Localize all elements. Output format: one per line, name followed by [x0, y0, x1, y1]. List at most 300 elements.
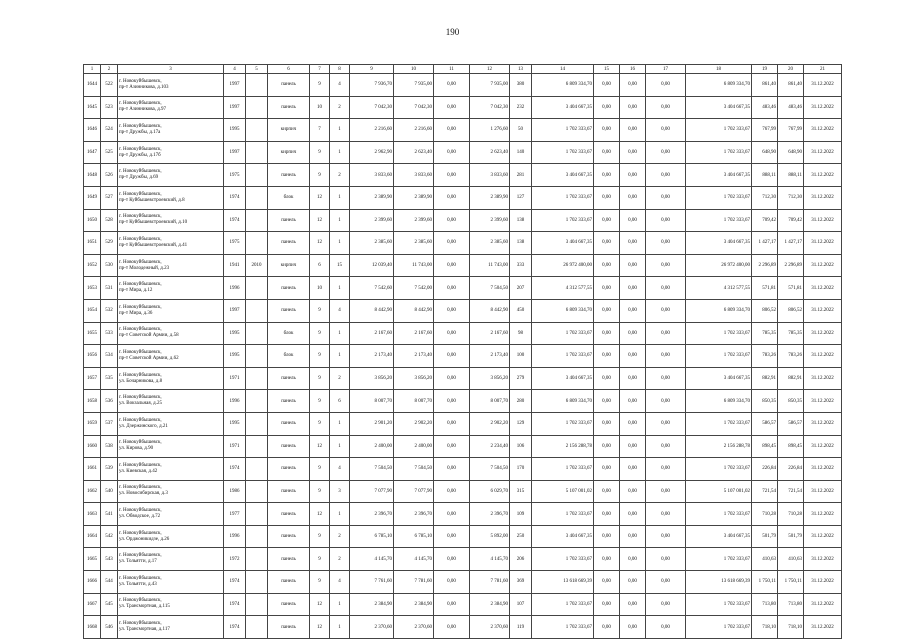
cell-date: 31.12.2022: [804, 571, 842, 594]
cell-fl: 9: [310, 322, 330, 345]
column-header: 13: [510, 65, 532, 74]
cell-a3: 0,00: [434, 525, 470, 548]
cell-date: 31.12.2022: [804, 186, 842, 209]
cell-a2: 2 399,60: [394, 209, 434, 232]
cell-u2: 767,99: [778, 119, 804, 142]
cell-year2: [246, 525, 268, 548]
cell-z1: 0,00: [594, 458, 620, 481]
cell-ent: 1: [330, 277, 350, 300]
cell-a3: 0,00: [434, 458, 470, 481]
address-city: г. Новокуйбышевск,: [119, 553, 162, 559]
table-row: [84, 186, 842, 209]
cell-cost2: 1 702 333,67: [686, 119, 752, 142]
cell-u2: 1 750,11: [778, 571, 804, 594]
address-street: ул. Кирова, д.90: [119, 446, 154, 452]
cell-date: 31.12.2022: [804, 435, 842, 458]
address-street: ул. Тольятти, д.17: [119, 559, 157, 565]
cell-z1: 0,00: [594, 548, 620, 571]
cell-n: 1661: [84, 458, 101, 481]
page-number: 190: [445, 27, 460, 37]
address-cell: [118, 254, 224, 277]
address-cell: [118, 74, 224, 97]
cell-date: 31.12.2022: [804, 503, 842, 526]
cell-pop: 280: [510, 390, 532, 413]
cell-id: 538: [101, 435, 118, 458]
cell-n: 1655: [84, 322, 101, 345]
cell-cost2: 1 702 333,67: [686, 593, 752, 616]
address-city: г. Новокуйбышевск,: [119, 282, 162, 288]
address-street: пр-т Мира, д.36: [119, 310, 153, 316]
cell-z1: 0,00: [594, 571, 620, 594]
cell-fl: 9: [310, 480, 330, 503]
cell-year2: [246, 74, 268, 97]
cell-z2: 0,00: [620, 593, 646, 616]
cell-z1: 0,00: [594, 525, 620, 548]
cell-a3: 0,00: [434, 209, 470, 232]
cell-z2: 0,00: [620, 345, 646, 368]
address-street: пр-т Куйбышевстроевский, д.10: [119, 220, 188, 226]
cell-mat: кирпич: [268, 141, 310, 164]
cell-n: 1648: [84, 164, 101, 187]
cell-z3: 0,00: [646, 96, 686, 119]
cell-mat: панель: [268, 525, 310, 548]
address-cell: [118, 435, 224, 458]
cell-cost2: 1 702 333,67: [686, 548, 752, 571]
column-header: 7: [310, 65, 330, 74]
table-row: [84, 616, 842, 639]
cell-pop: 170: [510, 458, 532, 481]
cell-a3: 0,00: [434, 390, 470, 413]
cell-cost2: 3 404 667,35: [686, 96, 752, 119]
cell-cost2: 3 404 667,35: [686, 525, 752, 548]
cell-cost: 1 702 333,67: [532, 141, 594, 164]
cell-u2: 898,45: [778, 435, 804, 458]
cell-ent: 1: [330, 186, 350, 209]
cell-u2: 712,30: [778, 186, 804, 209]
cell-year: 1996: [224, 277, 246, 300]
cell-cost: 13 618 669,39: [532, 571, 594, 594]
cell-date: 31.12.2022: [804, 232, 842, 255]
column-header: 1: [84, 65, 101, 74]
column-header: 2: [101, 65, 118, 74]
address-cell: [118, 96, 224, 119]
cell-n: 1658: [84, 390, 101, 413]
cell-z3: 0,00: [646, 571, 686, 594]
cell-z1: 0,00: [594, 480, 620, 503]
cell-z3: 0,00: [646, 367, 686, 390]
cell-a4: 1 276,60: [470, 119, 510, 142]
address-cell: [118, 141, 224, 164]
cell-z2: 0,00: [620, 209, 646, 232]
table-row: [84, 548, 842, 571]
cell-a2: 2 384,90: [394, 593, 434, 616]
cell-mat: блок: [268, 186, 310, 209]
address-street: ул. Бочарникова, д.8: [119, 378, 163, 384]
cell-mat: панель: [268, 435, 310, 458]
cell-fl: 9: [310, 458, 330, 481]
cell-cost2: 1 702 333,67: [686, 458, 752, 481]
cell-date: 31.12.2022: [804, 458, 842, 481]
cell-a1: 12 039,40: [350, 254, 394, 277]
cell-z2: 0,00: [620, 525, 646, 548]
cell-u1: 806,52: [752, 299, 778, 322]
address-cell: [118, 345, 224, 368]
table-row: [84, 299, 842, 322]
cell-n: 1647: [84, 141, 101, 164]
cell-year: 1986: [224, 480, 246, 503]
cell-mat: блок: [268, 345, 310, 368]
cell-year2: [246, 593, 268, 616]
cell-cost2: 13 618 669,39: [686, 571, 752, 594]
cell-a4: 2 385,60: [470, 232, 510, 255]
cell-u2: 501,79: [778, 525, 804, 548]
cell-fl: 9: [310, 141, 330, 164]
cell-year2: [246, 412, 268, 435]
cell-fl: 12: [310, 616, 330, 639]
cell-ent: 3: [330, 480, 350, 503]
cell-cost: 1 702 333,67: [532, 209, 594, 232]
address-cell: [118, 593, 224, 616]
address-cell: [118, 209, 224, 232]
cell-a3: 0,00: [434, 367, 470, 390]
cell-ent: 2: [330, 548, 350, 571]
cell-year2: [246, 345, 268, 368]
address-city: г. Новокуйбышевск,: [119, 485, 162, 491]
cell-n: 1650: [84, 209, 101, 232]
cell-z1: 0,00: [594, 164, 620, 187]
cell-pop: 98: [510, 322, 532, 345]
cell-date: 31.12.2022: [804, 616, 842, 639]
address-city: г. Новокуйбышевск,: [119, 440, 162, 446]
cell-z2: 0,00: [620, 322, 646, 345]
cell-u2: 648,90: [778, 141, 804, 164]
cell-z2: 0,00: [620, 390, 646, 413]
cell-u1: 1 427,17: [752, 232, 778, 255]
cell-mat: панель: [268, 593, 310, 616]
cell-a3: 0,00: [434, 277, 470, 300]
cell-z3: 0,00: [646, 548, 686, 571]
cell-a2: 2 623,40: [394, 141, 434, 164]
cell-u1: 721,54: [752, 480, 778, 503]
cell-fl: 12: [310, 186, 330, 209]
cell-mat: панель: [268, 232, 310, 255]
cell-a3: 0,00: [434, 593, 470, 616]
cell-cost: 3 404 667,35: [532, 96, 594, 119]
cell-a1: 2 396,70: [350, 503, 394, 526]
cell-cost: 1 702 333,67: [532, 593, 594, 616]
table-row: [84, 480, 842, 503]
cell-fl: 10: [310, 277, 330, 300]
cell-year: 1995: [224, 119, 246, 142]
cell-year: 1997: [224, 299, 246, 322]
address-city: г. Новокуйбышевск,: [119, 214, 162, 220]
cell-cost: 3 404 667,35: [532, 367, 594, 390]
cell-z3: 0,00: [646, 299, 686, 322]
cell-a1: 2 384,90: [350, 593, 394, 616]
cell-n: 1645: [84, 96, 101, 119]
column-header: 10: [394, 65, 434, 74]
cell-fl: 7: [310, 119, 330, 142]
cell-z2: 0,00: [620, 616, 646, 639]
cell-cost2: 6 809 334,70: [686, 74, 752, 97]
cell-z1: 0,00: [594, 119, 620, 142]
cell-pop: 380: [510, 74, 532, 97]
cell-u1: 882,91: [752, 367, 778, 390]
cell-year2: [246, 435, 268, 458]
cell-u1: 483,46: [752, 96, 778, 119]
cell-pop: 106: [510, 435, 532, 458]
cell-ent: 4: [330, 458, 350, 481]
cell-id: 542: [101, 525, 118, 548]
cell-a1: 2 901,20: [350, 412, 394, 435]
cell-pop: 232: [510, 96, 532, 119]
cell-z3: 0,00: [646, 435, 686, 458]
cell-a4: 2 370,60: [470, 616, 510, 639]
column-header: 17: [646, 65, 686, 74]
cell-a4: 5 892,00: [470, 525, 510, 548]
table-row: [84, 412, 842, 435]
cell-id: 522: [101, 74, 118, 97]
address-street: ул. Орджоникидзе, д.26: [119, 536, 170, 542]
cell-z2: 0,00: [620, 96, 646, 119]
cell-date: 31.12.2022: [804, 412, 842, 435]
cell-a4: 2 902,20: [470, 412, 510, 435]
cell-z1: 0,00: [594, 74, 620, 97]
cell-z2: 0,00: [620, 74, 646, 97]
cell-id: 524: [101, 119, 118, 142]
cell-z1: 0,00: [594, 367, 620, 390]
cell-u1: 571,81: [752, 277, 778, 300]
cell-a3: 0,00: [434, 119, 470, 142]
cell-u2: 806,52: [778, 299, 804, 322]
cell-year: 1996: [224, 390, 246, 413]
cell-z3: 0,00: [646, 593, 686, 616]
cell-n: 1667: [84, 593, 101, 616]
cell-year2: [246, 186, 268, 209]
table-row: [84, 503, 842, 526]
cell-id: 537: [101, 412, 118, 435]
cell-a3: 0,00: [434, 616, 470, 639]
cell-u2: 861,40: [778, 74, 804, 97]
cell-mat: панель: [268, 74, 310, 97]
cell-id: 527: [101, 186, 118, 209]
cell-year: 1974: [224, 458, 246, 481]
cell-z3: 0,00: [646, 254, 686, 277]
table-row: [84, 232, 842, 255]
cell-pop: 127: [510, 186, 532, 209]
cell-year2: [246, 299, 268, 322]
cell-date: 31.12.2022: [804, 119, 842, 142]
cell-n: 1646: [84, 119, 101, 142]
cell-a1: 4 145,70: [350, 548, 394, 571]
address-cell: [118, 412, 224, 435]
cell-fl: 12: [310, 593, 330, 616]
cell-u2: 721,54: [778, 480, 804, 503]
cell-cost: 6 809 334,70: [532, 74, 594, 97]
cell-u2: 1 427,17: [778, 232, 804, 255]
cell-year: 1997: [224, 141, 246, 164]
cell-u1: 850,35: [752, 390, 778, 413]
cell-cost2: 3 404 667,35: [686, 367, 752, 390]
cell-pop: 250: [510, 525, 532, 548]
table-row: [84, 390, 842, 413]
cell-z2: 0,00: [620, 164, 646, 187]
column-header: 9: [350, 65, 394, 74]
cell-z3: 0,00: [646, 119, 686, 142]
cell-fl: 9: [310, 367, 330, 390]
cell-u2: 571,81: [778, 277, 804, 300]
cell-fl: 6: [310, 254, 330, 277]
cell-id: 523: [101, 96, 118, 119]
cell-pop: 315: [510, 480, 532, 503]
cell-mat: панель: [268, 503, 310, 526]
cell-mat: панель: [268, 480, 310, 503]
address-street: ул. Вокзальная, д.25: [119, 401, 162, 407]
cell-year2: [246, 209, 268, 232]
cell-z2: 0,00: [620, 299, 646, 322]
cell-u1: 783,26: [752, 345, 778, 368]
cell-ent: 1: [330, 345, 350, 368]
cell-pop: 138: [510, 209, 532, 232]
cell-a1: 3 833,60: [350, 164, 394, 187]
cell-ent: 6: [330, 390, 350, 413]
cell-cost: 1 702 333,67: [532, 322, 594, 345]
cell-a3: 0,00: [434, 186, 470, 209]
column-header: 6: [268, 65, 310, 74]
cell-a2: 7 781,60: [394, 571, 434, 594]
cell-a1: 2 399,60: [350, 209, 394, 232]
cell-mat: кирпич: [268, 119, 310, 142]
address-street: пр-т Молодежный, д.23: [119, 265, 170, 271]
cell-a4: 3 856,20: [470, 367, 510, 390]
cell-year2: [246, 503, 268, 526]
cell-date: 31.12.2022: [804, 593, 842, 616]
cell-a2: 3 856,20: [394, 367, 434, 390]
cell-year: 1974: [224, 593, 246, 616]
cell-z3: 0,00: [646, 390, 686, 413]
column-header: 12: [470, 65, 510, 74]
cell-z2: 0,00: [620, 458, 646, 481]
cell-fl: 12: [310, 503, 330, 526]
address-cell: [118, 367, 224, 390]
cell-pop: 206: [510, 548, 532, 571]
cell-fl: 12: [310, 435, 330, 458]
address-cell: [118, 458, 224, 481]
cell-z2: 0,00: [620, 277, 646, 300]
address-street: пр-т Мира, д.12: [119, 288, 153, 294]
cell-a1: 2 173,40: [350, 345, 394, 368]
cell-z3: 0,00: [646, 186, 686, 209]
cell-id: 544: [101, 571, 118, 594]
cell-a1: 7 504,50: [350, 458, 394, 481]
address-city: г. Новокуйбышевск,: [119, 304, 162, 310]
cell-mat: панель: [268, 277, 310, 300]
cell-mat: панель: [268, 299, 310, 322]
cell-z3: 0,00: [646, 480, 686, 503]
cell-z3: 0,00: [646, 164, 686, 187]
cell-year: 1974: [224, 571, 246, 594]
cell-ent: 1: [330, 412, 350, 435]
cell-mat: панель: [268, 367, 310, 390]
cell-pop: 279: [510, 367, 532, 390]
address-city: г. Новокуйбышевск,: [119, 327, 162, 333]
cell-mat: панель: [268, 209, 310, 232]
cell-date: 31.12.2022: [804, 299, 842, 322]
address-street: пр-т Азинникова, д.97: [119, 107, 167, 113]
address-cell: [118, 277, 224, 300]
address-city: г. Новокуйбышевск,: [119, 146, 162, 152]
cell-n: 1656: [84, 345, 101, 368]
address-city: г. Новокуйбышевск,: [119, 417, 162, 423]
column-header: 15: [594, 65, 620, 74]
cell-u2: 586,57: [778, 412, 804, 435]
cell-z2: 0,00: [620, 141, 646, 164]
cell-mat: панель: [268, 616, 310, 639]
cell-a1: 8 007,70: [350, 390, 394, 413]
cell-u2: 783,26: [778, 345, 804, 368]
address-city: г. Новокуйбышевск,: [119, 78, 162, 84]
cell-mat: кирпич: [268, 254, 310, 277]
address-city: г. Новокуйбышевск,: [119, 530, 162, 536]
address-street: пр-т Азинникова, д.103: [119, 84, 169, 90]
cell-a1: 3 856,20: [350, 367, 394, 390]
cell-a3: 0,00: [434, 96, 470, 119]
table-row: [84, 254, 842, 277]
cell-date: 31.12.2022: [804, 254, 842, 277]
address-street: ул. Трансмортная, д.117: [119, 627, 170, 633]
table-row: [84, 458, 842, 481]
table-row: [84, 367, 842, 390]
cell-ent: 2: [330, 367, 350, 390]
cell-u2: 226,84: [778, 458, 804, 481]
cell-year2: 2010: [246, 254, 268, 277]
cell-z3: 0,00: [646, 458, 686, 481]
cell-year: 1974: [224, 616, 246, 639]
cell-u1: 226,84: [752, 458, 778, 481]
cell-date: 31.12.2022: [804, 164, 842, 187]
cell-date: 31.12.2022: [804, 548, 842, 571]
cell-cost2: 1 702 333,67: [686, 616, 752, 639]
cell-z1: 0,00: [594, 209, 620, 232]
cell-cost: 1 702 333,67: [532, 412, 594, 435]
cell-cost: 26 972 400,00: [532, 254, 594, 277]
cell-a1: 7 761,60: [350, 571, 394, 594]
cell-pop: 119: [510, 616, 532, 639]
cell-cost2: 5 107 001,02: [686, 480, 752, 503]
cell-year: 1974: [224, 209, 246, 232]
address-city: г. Новокуйбышевск,: [119, 395, 162, 401]
cell-z1: 0,00: [594, 141, 620, 164]
cell-a4: 4 145,70: [470, 548, 510, 571]
cell-u1: 501,79: [752, 525, 778, 548]
cell-z1: 0,00: [594, 232, 620, 255]
address-cell: [118, 186, 224, 209]
cell-u1: 410,63: [752, 548, 778, 571]
cell-mat: панель: [268, 164, 310, 187]
cell-id: 539: [101, 458, 118, 481]
cell-z3: 0,00: [646, 277, 686, 300]
column-header: 11: [434, 65, 470, 74]
cell-a4: 2 384,90: [470, 593, 510, 616]
address-street: ул. Киевская, д.42: [119, 468, 158, 474]
cell-u2: 888,11: [778, 164, 804, 187]
cell-z3: 0,00: [646, 141, 686, 164]
cell-z1: 0,00: [594, 277, 620, 300]
cell-cost2: 6 809 334,70: [686, 299, 752, 322]
cell-cost2: 2 156 288,78: [686, 435, 752, 458]
cell-z2: 0,00: [620, 435, 646, 458]
cell-u1: 861,40: [752, 74, 778, 97]
